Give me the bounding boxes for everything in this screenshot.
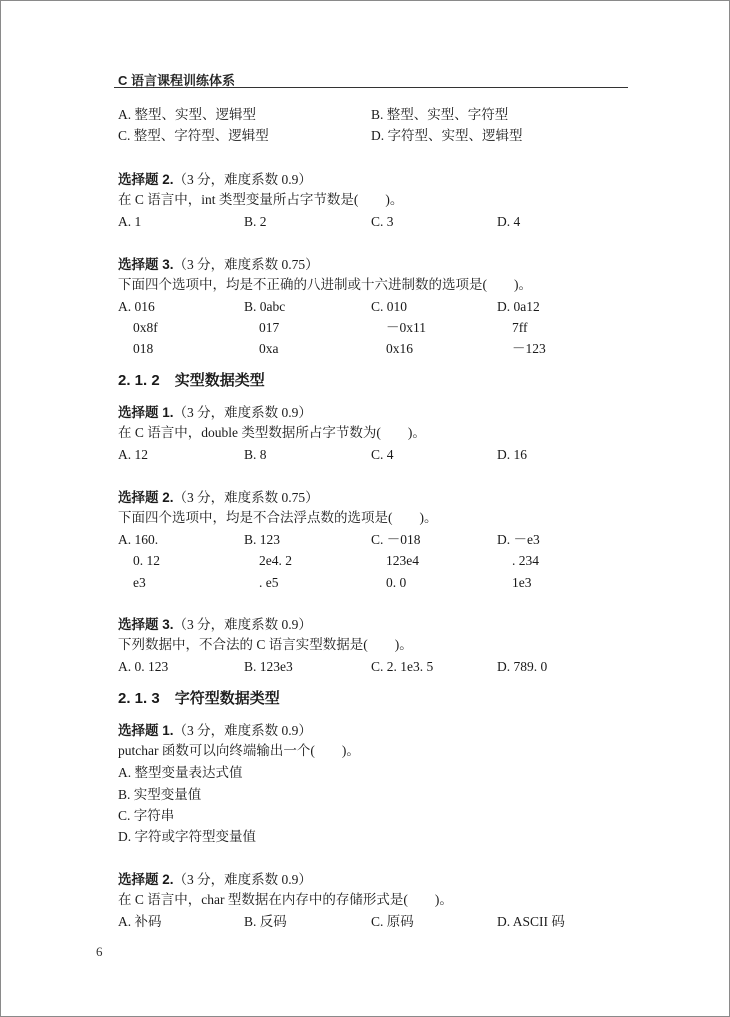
question-meta: （3 分，难度系数 0.9） <box>173 723 312 738</box>
option-a: A. 1 <box>118 214 142 229</box>
option-c: C. 整型、字符型、逻辑型 <box>118 128 269 143</box>
section-heading: 2. 1. 2 实型数据类型 <box>118 372 265 389</box>
question-stem: 在 C 语言中，char 型数据在内存中的存储形式是( )。 <box>118 892 453 907</box>
question-heading <box>118 256 319 274</box>
question-number: 选择题 1. <box>118 723 174 738</box>
option-d-value: 1e3 <box>512 575 532 590</box>
question-heading <box>118 616 312 634</box>
question-meta: （3 分，难度系数 0.9） <box>173 172 312 187</box>
option-b-value: 0xa <box>259 341 279 356</box>
option-b: B. 123 <box>244 532 281 547</box>
question-heading <box>118 871 312 889</box>
option-c: C. 原码 <box>371 914 414 929</box>
question-number: 选择题 1. <box>118 405 174 420</box>
option-a-value: 0. 12 <box>133 553 160 568</box>
option-a: A. 整型、实型、逻辑型 <box>118 107 256 122</box>
section-heading: 2. 1. 3 字符型数据类型 <box>118 690 280 707</box>
question-heading <box>118 171 312 189</box>
question-stem: 下面四个选项中，均是不合法浮点数的选项是( )。 <box>118 510 438 525</box>
option-d-value: . 234 <box>512 553 539 568</box>
option-d: D. －e3 <box>497 532 540 547</box>
option-d: D. 789. 0 <box>497 659 548 674</box>
question-meta: （3 分，难度系数 0.75） <box>173 257 319 272</box>
option-c: C. 字符串 <box>118 808 175 823</box>
page-number: 6 <box>96 944 103 959</box>
option-b: B. 8 <box>244 447 267 462</box>
question-stem: putchar 函数可以向终端输出一个( )。 <box>118 743 360 758</box>
option-b-value: . e5 <box>259 575 279 590</box>
option-a: A. 整型变量表达式值 <box>118 765 243 780</box>
option-b: B. 整型、实型、字符型 <box>371 107 509 122</box>
option-d: D. 字符型、实型、逻辑型 <box>371 128 523 143</box>
option-c-value: 0. 0 <box>386 575 407 590</box>
option-c: C. 4 <box>371 447 394 462</box>
question-number: 选择题 2. <box>118 872 174 887</box>
option-a-value: e3 <box>133 575 146 590</box>
question-stem: 在 C 语言中，int 类型变量所占字节数是( )。 <box>118 192 404 207</box>
option-a: A. 12 <box>118 447 148 462</box>
option-a-value: 0x8f <box>133 320 158 335</box>
question-number: 选择题 3. <box>118 617 174 632</box>
question-heading <box>118 489 319 507</box>
option-b-value: 2e4. 2 <box>259 553 292 568</box>
option-d: D. 字符或字符型变量值 <box>118 829 256 844</box>
option-d: D. 4 <box>497 214 521 229</box>
option-b: B. 0abc <box>244 299 286 314</box>
option-b: B. 实型变量值 <box>118 787 202 802</box>
question-heading <box>118 722 312 740</box>
option-c: C. －018 <box>371 532 421 547</box>
question-meta: （3 分，难度系数 0.9） <box>173 617 312 632</box>
option-a-value: 018 <box>133 341 154 356</box>
option-d: D. ASCII 码 <box>497 914 565 929</box>
option-b-value: 017 <box>259 320 280 335</box>
option-c: C. 3 <box>371 214 394 229</box>
option-d: D. 16 <box>497 447 527 462</box>
option-c-value: 0x16 <box>386 341 413 356</box>
option-b: B. 反码 <box>244 914 287 929</box>
question-number: 选择题 2. <box>118 172 174 187</box>
question-meta: （3 分，难度系数 0.75） <box>173 490 319 505</box>
option-a: A. 016 <box>118 299 155 314</box>
question-number: 选择题 2. <box>118 490 174 505</box>
option-c-value: －0x11 <box>386 320 426 335</box>
header-rule <box>114 87 628 88</box>
question-stem: 在 C 语言中，double 类型数据所占字节数为( )。 <box>118 425 426 440</box>
option-a: A. 160. <box>118 532 159 547</box>
question-meta: （3 分，难度系数 0.9） <box>173 405 312 420</box>
running-header: C 语言课程训练体系 <box>118 73 236 88</box>
option-d: D. 0a12 <box>497 299 540 314</box>
question-stem: 下面四个选项中，均是不正确的八进制或十六进制数的选项是( )。 <box>118 277 532 292</box>
option-c-value: 123e4 <box>386 553 419 568</box>
question-number: 选择题 3. <box>118 257 174 272</box>
question-stem: 下列数据中，不合法的 C 语言实型数据是( )。 <box>118 637 413 652</box>
option-d-value: －123 <box>512 341 546 356</box>
option-d-value: 7ff <box>512 320 528 335</box>
option-c: C. 010 <box>371 299 408 314</box>
option-c: C. 2. 1e3. 5 <box>371 659 434 674</box>
option-b: B. 123e3 <box>244 659 293 674</box>
option-a: A. 0. 123 <box>118 659 169 674</box>
option-b: B. 2 <box>244 214 267 229</box>
question-heading <box>118 404 312 422</box>
option-a: A. 补码 <box>118 914 162 929</box>
question-meta: （3 分，难度系数 0.9） <box>173 872 312 887</box>
